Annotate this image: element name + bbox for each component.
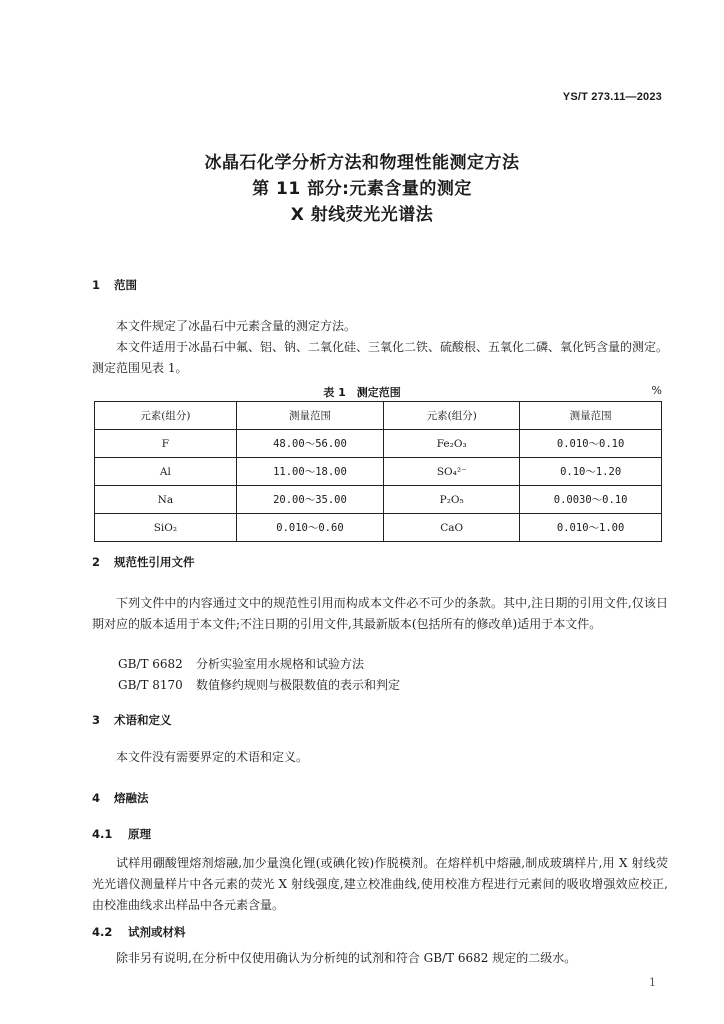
reference-code: GB/T 8170 <box>118 678 183 692</box>
section-2-heading <box>92 554 195 570</box>
section-4-2-paragraph: 除非另有说明,在分析中仅使用确认为分析纯的试剂和符合 GB/T 6682 规定的二级水。 <box>116 951 577 965</box>
section-number: 3 <box>92 713 101 727</box>
table-cell: 0.010～0.10 <box>520 430 662 458</box>
section-1-paragraph-1: 本文件规定了冰晶石中元素含量的测定方法。 <box>116 319 357 333</box>
table-cell: CaO <box>384 514 520 542</box>
reference-item <box>118 676 400 693</box>
table-row <box>95 486 662 514</box>
section-title: 熔融法 <box>114 791 149 805</box>
standard-number: YS/T 273.11—2023 <box>562 91 662 103</box>
reference-code: GB/T 6682 <box>118 657 183 671</box>
section-3-paragraph: 本文件没有需要界定的术语和定义。 <box>116 750 309 764</box>
section-3-heading <box>92 712 172 728</box>
title-line-3: X 射线荧光光谱法 <box>290 205 434 225</box>
table-header-row <box>95 402 662 430</box>
reference-title: 数值修约规则与极限数值的表示和判定 <box>196 678 401 692</box>
column-header: 测量范围 <box>520 402 662 430</box>
section-4-2-heading <box>92 924 186 940</box>
table-row <box>95 514 662 542</box>
section-number: 4 <box>92 791 101 805</box>
table-cell: F <box>95 430 237 458</box>
table-cell: 0.010～1.00 <box>520 514 662 542</box>
table-cell: SO₄²⁻ <box>384 458 520 486</box>
section-number: 1 <box>92 278 101 292</box>
section-title: 范围 <box>114 278 137 292</box>
section-title: 术语和定义 <box>114 713 172 727</box>
section-title: 原理 <box>128 827 151 841</box>
column-header: 元素(组分) <box>384 402 520 430</box>
table-cell: SiO₂ <box>95 514 237 542</box>
section-number: 4.2 <box>92 925 113 939</box>
title-line-2: 第 11 部分:元素含量的测定 <box>252 179 472 199</box>
table-caption: 表 1 测定范围 <box>323 386 401 399</box>
table-row <box>95 458 662 486</box>
table-cell: Na <box>95 486 237 514</box>
document-title <box>0 150 724 228</box>
table-cell: 0.010～0.60 <box>236 514 383 542</box>
table-cell: 20.00～35.00 <box>236 486 383 514</box>
table-cell: 0.10～1.20 <box>520 458 662 486</box>
reference-item <box>118 655 364 672</box>
section-1-paragraph-2: 本文件适用于冰晶石中氟、铝、钠、二氧化硅、三氧化二铁、硫酸根、五氧化二磷、氧化钙含量的测定。测定范围见表 1。 <box>92 340 669 375</box>
section-title: 试剂或材料 <box>128 925 186 939</box>
section-2-paragraph: 下列文件中的内容通过文中的规范性引用而构成本文件必不可少的条款。其中,注日期的引用文件,仅该日期对应的版本适用于本文件;不注日期的引用文件,其最新版本(包括所有的修改单)适用于本文件。 <box>92 596 668 631</box>
table-cell: 11.00～18.00 <box>236 458 383 486</box>
measurement-range-table <box>94 401 662 542</box>
column-header: 元素(组分) <box>95 402 237 430</box>
title-line-1: 冰晶石化学分析方法和物理性能测定方法 <box>204 153 520 173</box>
table-cell: 0.0030～0.10 <box>520 486 662 514</box>
table-cell: 48.00～56.00 <box>236 430 383 458</box>
section-4-1-heading <box>92 826 151 842</box>
table-unit: % <box>651 384 662 397</box>
section-4-1-paragraph: 试样用硼酸锂熔剂熔融,加少量溴化锂(或碘化铵)作脱模剂。在熔样机中熔融,制成玻璃样片,用 X 射线荧光光谱仪测量样片中各元素的荧光 X 射线强度,建立校准曲线,使用校准方程进行元素间的吸收增强效应校正,由校准曲线求出样品中各元素含量。 <box>92 856 668 912</box>
table-cell: Fe₂O₃ <box>384 430 520 458</box>
table-cell: P₂O₅ <box>384 486 520 514</box>
section-number: 4.1 <box>92 827 113 841</box>
section-number: 2 <box>92 555 101 569</box>
page-number: 1 <box>649 976 656 989</box>
section-4-heading <box>92 790 149 806</box>
table-cell: Al <box>95 458 237 486</box>
section-1-heading <box>92 277 137 293</box>
table-row <box>95 430 662 458</box>
column-header: 测量范围 <box>236 402 383 430</box>
reference-title: 分析实验室用水规格和试验方法 <box>196 657 365 671</box>
section-title: 规范性引用文件 <box>114 555 195 569</box>
